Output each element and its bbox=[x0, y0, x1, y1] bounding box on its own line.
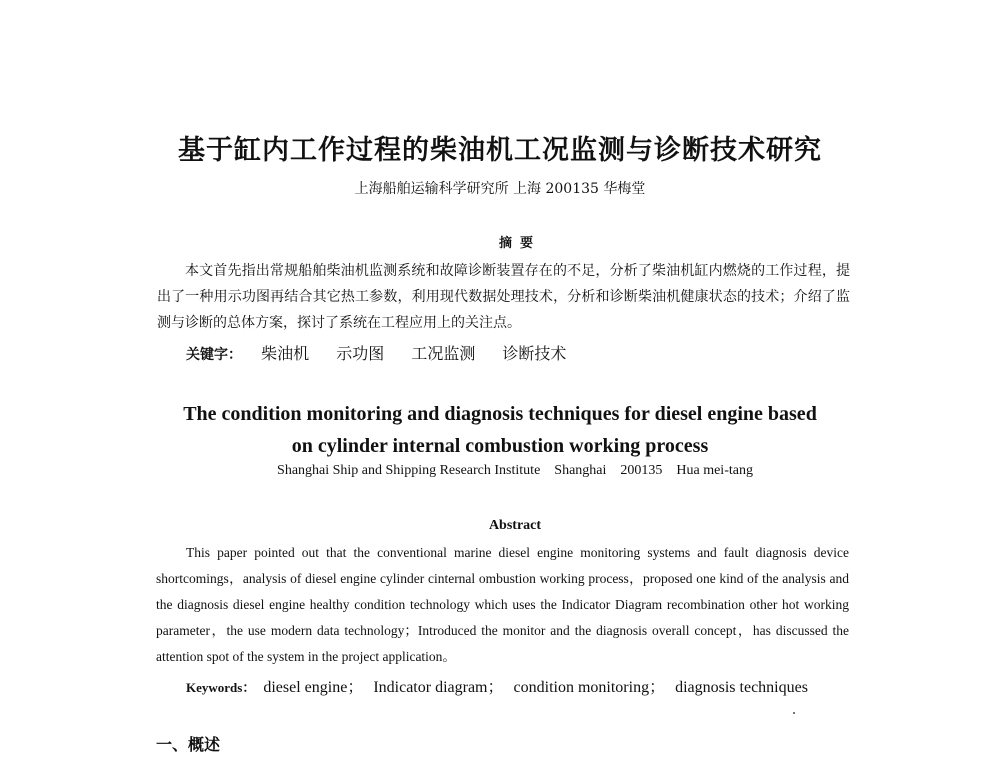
keywords-label-chinese: 关键字： bbox=[186, 347, 242, 363]
scan-speck bbox=[793, 712, 795, 714]
keywords-english bbox=[186, 674, 808, 697]
keywords-chinese bbox=[186, 341, 588, 364]
keyword-item: 诊断技术 bbox=[502, 344, 567, 363]
author-affiliation-english: Shanghai Ship and Shipping Research Institute Shanghai 200135 Hua mei-tang bbox=[277, 463, 753, 478]
keyword-item: 工况监测 bbox=[411, 344, 476, 363]
keyword-item: 柴油机 bbox=[261, 344, 310, 363]
abstract-heading-chinese: 摘要 bbox=[498, 236, 541, 251]
section-heading-overview: 一、概述 bbox=[156, 735, 221, 754]
paper-title-english-line-2: on cylinder internal combustion working process bbox=[291, 435, 709, 457]
abstract-body-english: This paper pointed out that the conventional marine diesel engine monitoring systems and fault diagnosis device shortcomings，analysis of diesel engine cylinder cinternal ombustion working process，proposed one kind of the analysis and the diagnosis diesel engine healthy condition technology which uses the Indicator Diagram recombination other hot working parameter，the use modern data technology；Introduced the monitor and the diagnosis overall concept，has discussed the attention spot of the system in the project application。 bbox=[156, 545, 849, 664]
keyword-item: diesel engine； bbox=[263, 679, 364, 696]
author-affiliation-chinese: 上海船舶运输科学研究所 上海 200135 华梅堂 bbox=[354, 181, 646, 197]
abstract-heading-english: Abstract bbox=[488, 518, 542, 533]
abstract-body-chinese: 本文首先指出常规船舶柴油机监测系统和故障诊断装置存在的不足，分析了柴油机缸内燃烧的工作过程，提出了一种用示功图再结合其它热工参数，利用现代数据处理技术，分析和诊断柴油机健康状态的技术；介绍了监测与诊断的总体方案，探讨了系统在工程应用上的关注点。 bbox=[157, 263, 850, 331]
keyword-item: diagnosis techniques bbox=[675, 679, 808, 696]
keyword-item: 示功图 bbox=[336, 344, 385, 363]
keywords-label-english: Keywords： bbox=[186, 680, 256, 695]
paper-title-english-line-1: The condition monitoring and diagnosis techniques for diesel engine based bbox=[183, 403, 817, 425]
keyword-item: condition monitoring； bbox=[513, 679, 666, 696]
paper-title-english bbox=[0, 398, 1000, 462]
keyword-item: Indicator diagram； bbox=[373, 679, 504, 696]
paper-title-chinese: 基于缸内工作过程的柴油机工况监测与诊断技术研究 bbox=[178, 135, 822, 166]
